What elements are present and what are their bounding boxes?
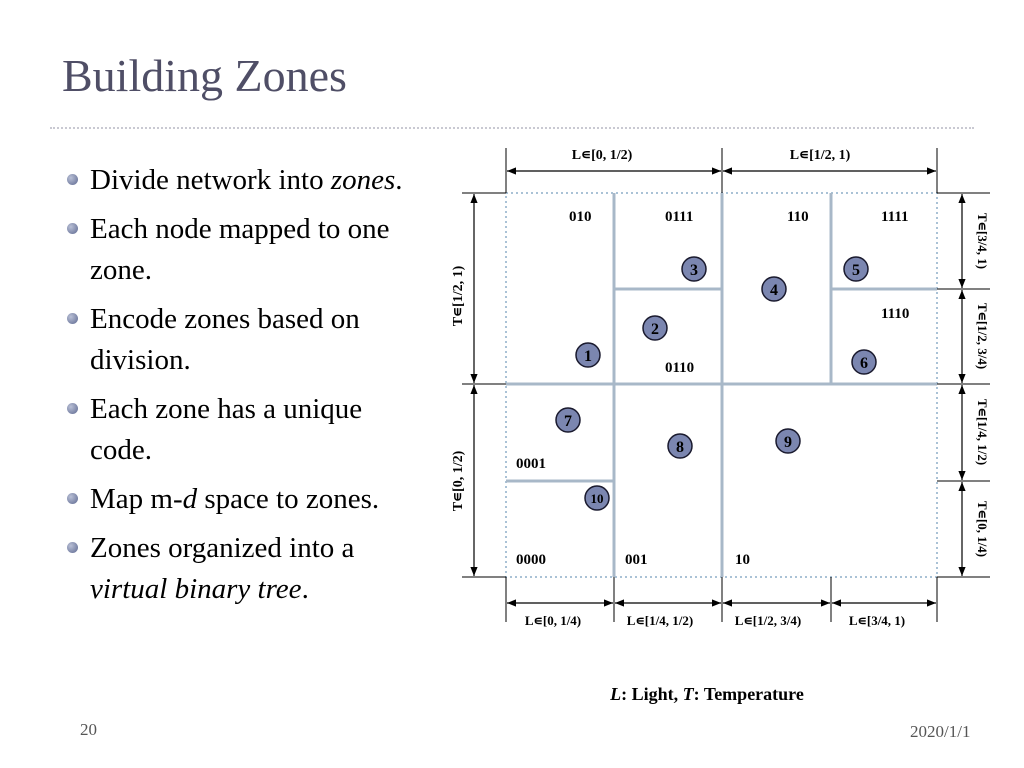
svg-text:1: 1 xyxy=(584,348,592,365)
zone-code: 0001 xyxy=(516,456,546,472)
right-range-label: T∊[3/4, 1) xyxy=(975,212,990,270)
top-range-label: L∊[0, 1/2) xyxy=(571,148,633,163)
sensor-node xyxy=(556,408,580,432)
bullet-text: Zones organized into a xyxy=(90,532,355,564)
sensor-node xyxy=(585,486,609,510)
sensor-node xyxy=(668,434,692,458)
bullet-text: zones xyxy=(330,164,396,196)
zone-code: 0111 xyxy=(665,209,694,225)
sensor-node xyxy=(844,257,868,281)
right-range-label: T∊[1/4, 1/2) xyxy=(975,398,990,466)
bottom-range-label: L∊[0, 1/4) xyxy=(524,613,582,628)
bullet-text: Map m- xyxy=(90,483,183,515)
sensor-node xyxy=(643,316,667,340)
svg-text:3: 3 xyxy=(690,262,698,279)
bullet-text: . xyxy=(301,573,309,605)
bullet-text: Each node mapped to one zone. xyxy=(90,213,390,286)
zone-code: 10 xyxy=(735,552,750,568)
sensor-node xyxy=(852,350,876,374)
right-range-label: T∊[1/2, 3/4) xyxy=(975,302,990,370)
slide-date: 2020/1/1 xyxy=(910,722,971,741)
bullet-text: Encode zones based on division. xyxy=(90,303,360,376)
sensor-node xyxy=(776,429,800,453)
left-range-label: T∊[0, 1/2) xyxy=(451,450,466,512)
zone-dividers xyxy=(506,193,937,577)
right-range-label: T∊[0, 1/4) xyxy=(975,500,990,558)
svg-text:7: 7 xyxy=(564,413,572,430)
zone-code: 1111 xyxy=(881,209,909,225)
bullet-text: space to zones. xyxy=(197,483,380,515)
bottom-range-label: L∊[3/4, 1) xyxy=(848,613,906,628)
bullet-text: Divide network into xyxy=(90,164,331,196)
zone-code: 0110 xyxy=(665,360,695,376)
zone-code: 1110 xyxy=(881,306,910,322)
svg-text:6: 6 xyxy=(860,355,868,372)
dimension-arrows xyxy=(474,171,962,603)
bottom-range-label: L∊[1/4, 1/2) xyxy=(626,613,694,628)
svg-text:5: 5 xyxy=(852,262,860,279)
top-range-label: L∊[1/2, 1) xyxy=(789,148,851,163)
zone-code: 010 xyxy=(569,209,592,225)
zone-code: 0000 xyxy=(516,552,546,568)
svg-text:9: 9 xyxy=(784,434,792,451)
sensor-node xyxy=(576,343,600,367)
bottom-range-label: L∊[1/2, 3/4) xyxy=(734,613,802,628)
slide-title: Building Zones xyxy=(62,50,347,101)
svg-text:10: 10 xyxy=(590,491,604,506)
svg-text:4: 4 xyxy=(770,282,778,299)
diagram-caption: L: Light, T: Temperature xyxy=(610,684,804,704)
sensor-node xyxy=(762,277,786,301)
zone-code: 110 xyxy=(787,209,809,225)
page-number: 20 xyxy=(80,720,97,739)
bullet-text: . xyxy=(395,164,403,196)
sensor-node xyxy=(682,257,706,281)
zone-code: 001 xyxy=(625,552,648,568)
svg-text:2: 2 xyxy=(651,321,659,338)
left-range-label: T∊[1/2, 1) xyxy=(451,265,466,327)
bullet-text: virtual binary tree xyxy=(90,573,302,605)
svg-text:8: 8 xyxy=(676,439,684,456)
bullet-text: Each zone has a unique code. xyxy=(90,393,363,466)
bullet-text: d xyxy=(182,483,198,515)
